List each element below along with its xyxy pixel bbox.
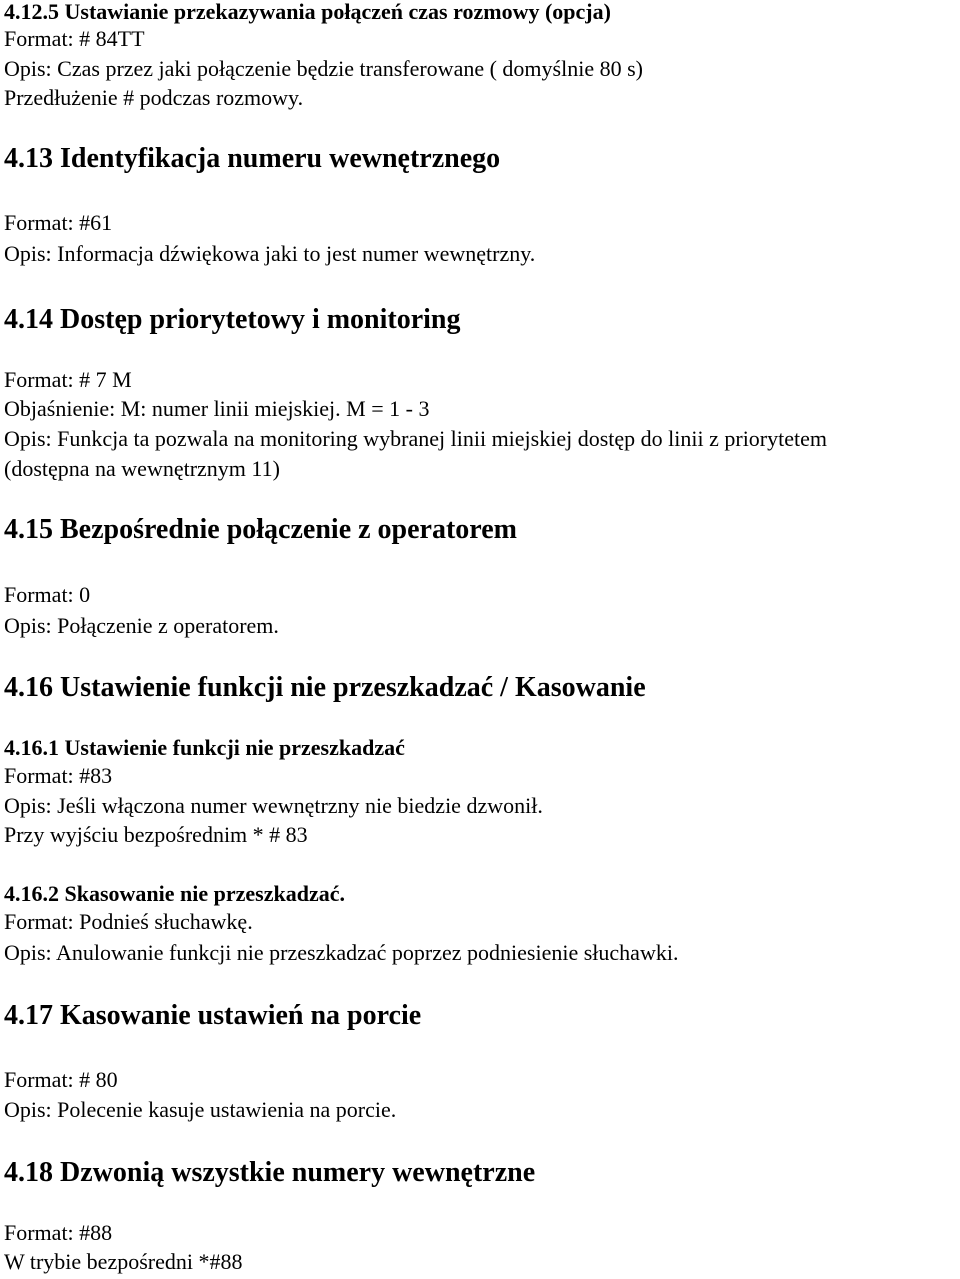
section-heading-4-12-5: 4.12.5 Ustawianie przekazywania połączeń czas rozmowy (opcja)	[4, 0, 611, 24]
note-line-4-12-5: Przedłużenie # podczas rozmowy.	[4, 85, 304, 110]
description-line-4-15: Opis: Połączenie z operatorem.	[4, 613, 279, 638]
subsection-heading-4-16-2: 4.16.2 Skasowanie nie przeszkadzać.	[4, 881, 345, 906]
section-heading-4-17: 4.17 Kasowanie ustawień na porcie	[4, 1000, 422, 1031]
explanation-line-4-14: Objaśnienie: M: numer linii miejskiej. M = 1 - 3	[4, 396, 430, 421]
subsection-heading-4-16-1: 4.16.1 Ustawienie funkcji nie przeszkadzać	[4, 735, 405, 760]
description-line-4-14: Opis: Funkcja ta pozwala na monitoring wybranej linii miejskiej dostęp do linii z priorytetem	[4, 426, 828, 451]
document-page	[4, 0, 956, 1279]
format-line-4-17: Format: # 80	[4, 1067, 118, 1092]
format-line-4-13: Format: #61	[4, 210, 113, 235]
format-line-4-16-1: Format: #83	[4, 763, 113, 788]
format-line-4-15: Format: 0	[4, 582, 91, 607]
format-line-4-12-5: Format: # 84TT	[4, 26, 145, 51]
description-line-4-17: Opis: Polecenie kasuje ustawienia na porcie.	[4, 1097, 397, 1122]
note-line-4-16-1: Przy wyjściu bezpośrednim * # 83	[4, 822, 308, 847]
note-line-4-18: W trybie bezpośredni *#88	[4, 1249, 243, 1274]
description-continuation-4-14: (dostępna na wewnętrznym 11)	[4, 456, 280, 481]
format-line-4-16-2: Format: Podnieś słuchawkę.	[4, 909, 253, 934]
description-line-4-13: Opis: Informacja dźwiękowa jaki to jest numer wewnętrzny.	[4, 241, 536, 266]
description-line-4-16-2: Opis: Anulowanie funkcji nie przeszkadzać poprzez podniesienie słuchawki.	[4, 940, 679, 965]
section-heading-4-13: 4.13 Identyfikacja numeru wewnętrznego	[4, 143, 501, 174]
section-heading-4-16: 4.16 Ustawienie funkcji nie przeszkadzać / Kasowanie	[4, 672, 646, 703]
description-line-4-12-5: Opis: Czas przez jaki połączenie będzie transferowane ( domyślnie 80 s)	[4, 56, 643, 81]
format-line-4-14: Format: # 7 M	[4, 367, 132, 392]
section-heading-4-14: 4.14 Dostęp priorytetowy i monitoring	[4, 304, 461, 335]
section-heading-4-15: 4.15 Bezpośrednie połączenie z operatorem	[4, 514, 517, 545]
description-line-4-16-1: Opis: Jeśli włączona numer wewnętrzny nie biedzie dzwonił.	[4, 793, 543, 818]
format-line-4-18: Format: #88	[4, 1220, 113, 1245]
section-heading-4-18: 4.18 Dzwonią wszystkie numery wewnętrzne	[4, 1157, 536, 1188]
